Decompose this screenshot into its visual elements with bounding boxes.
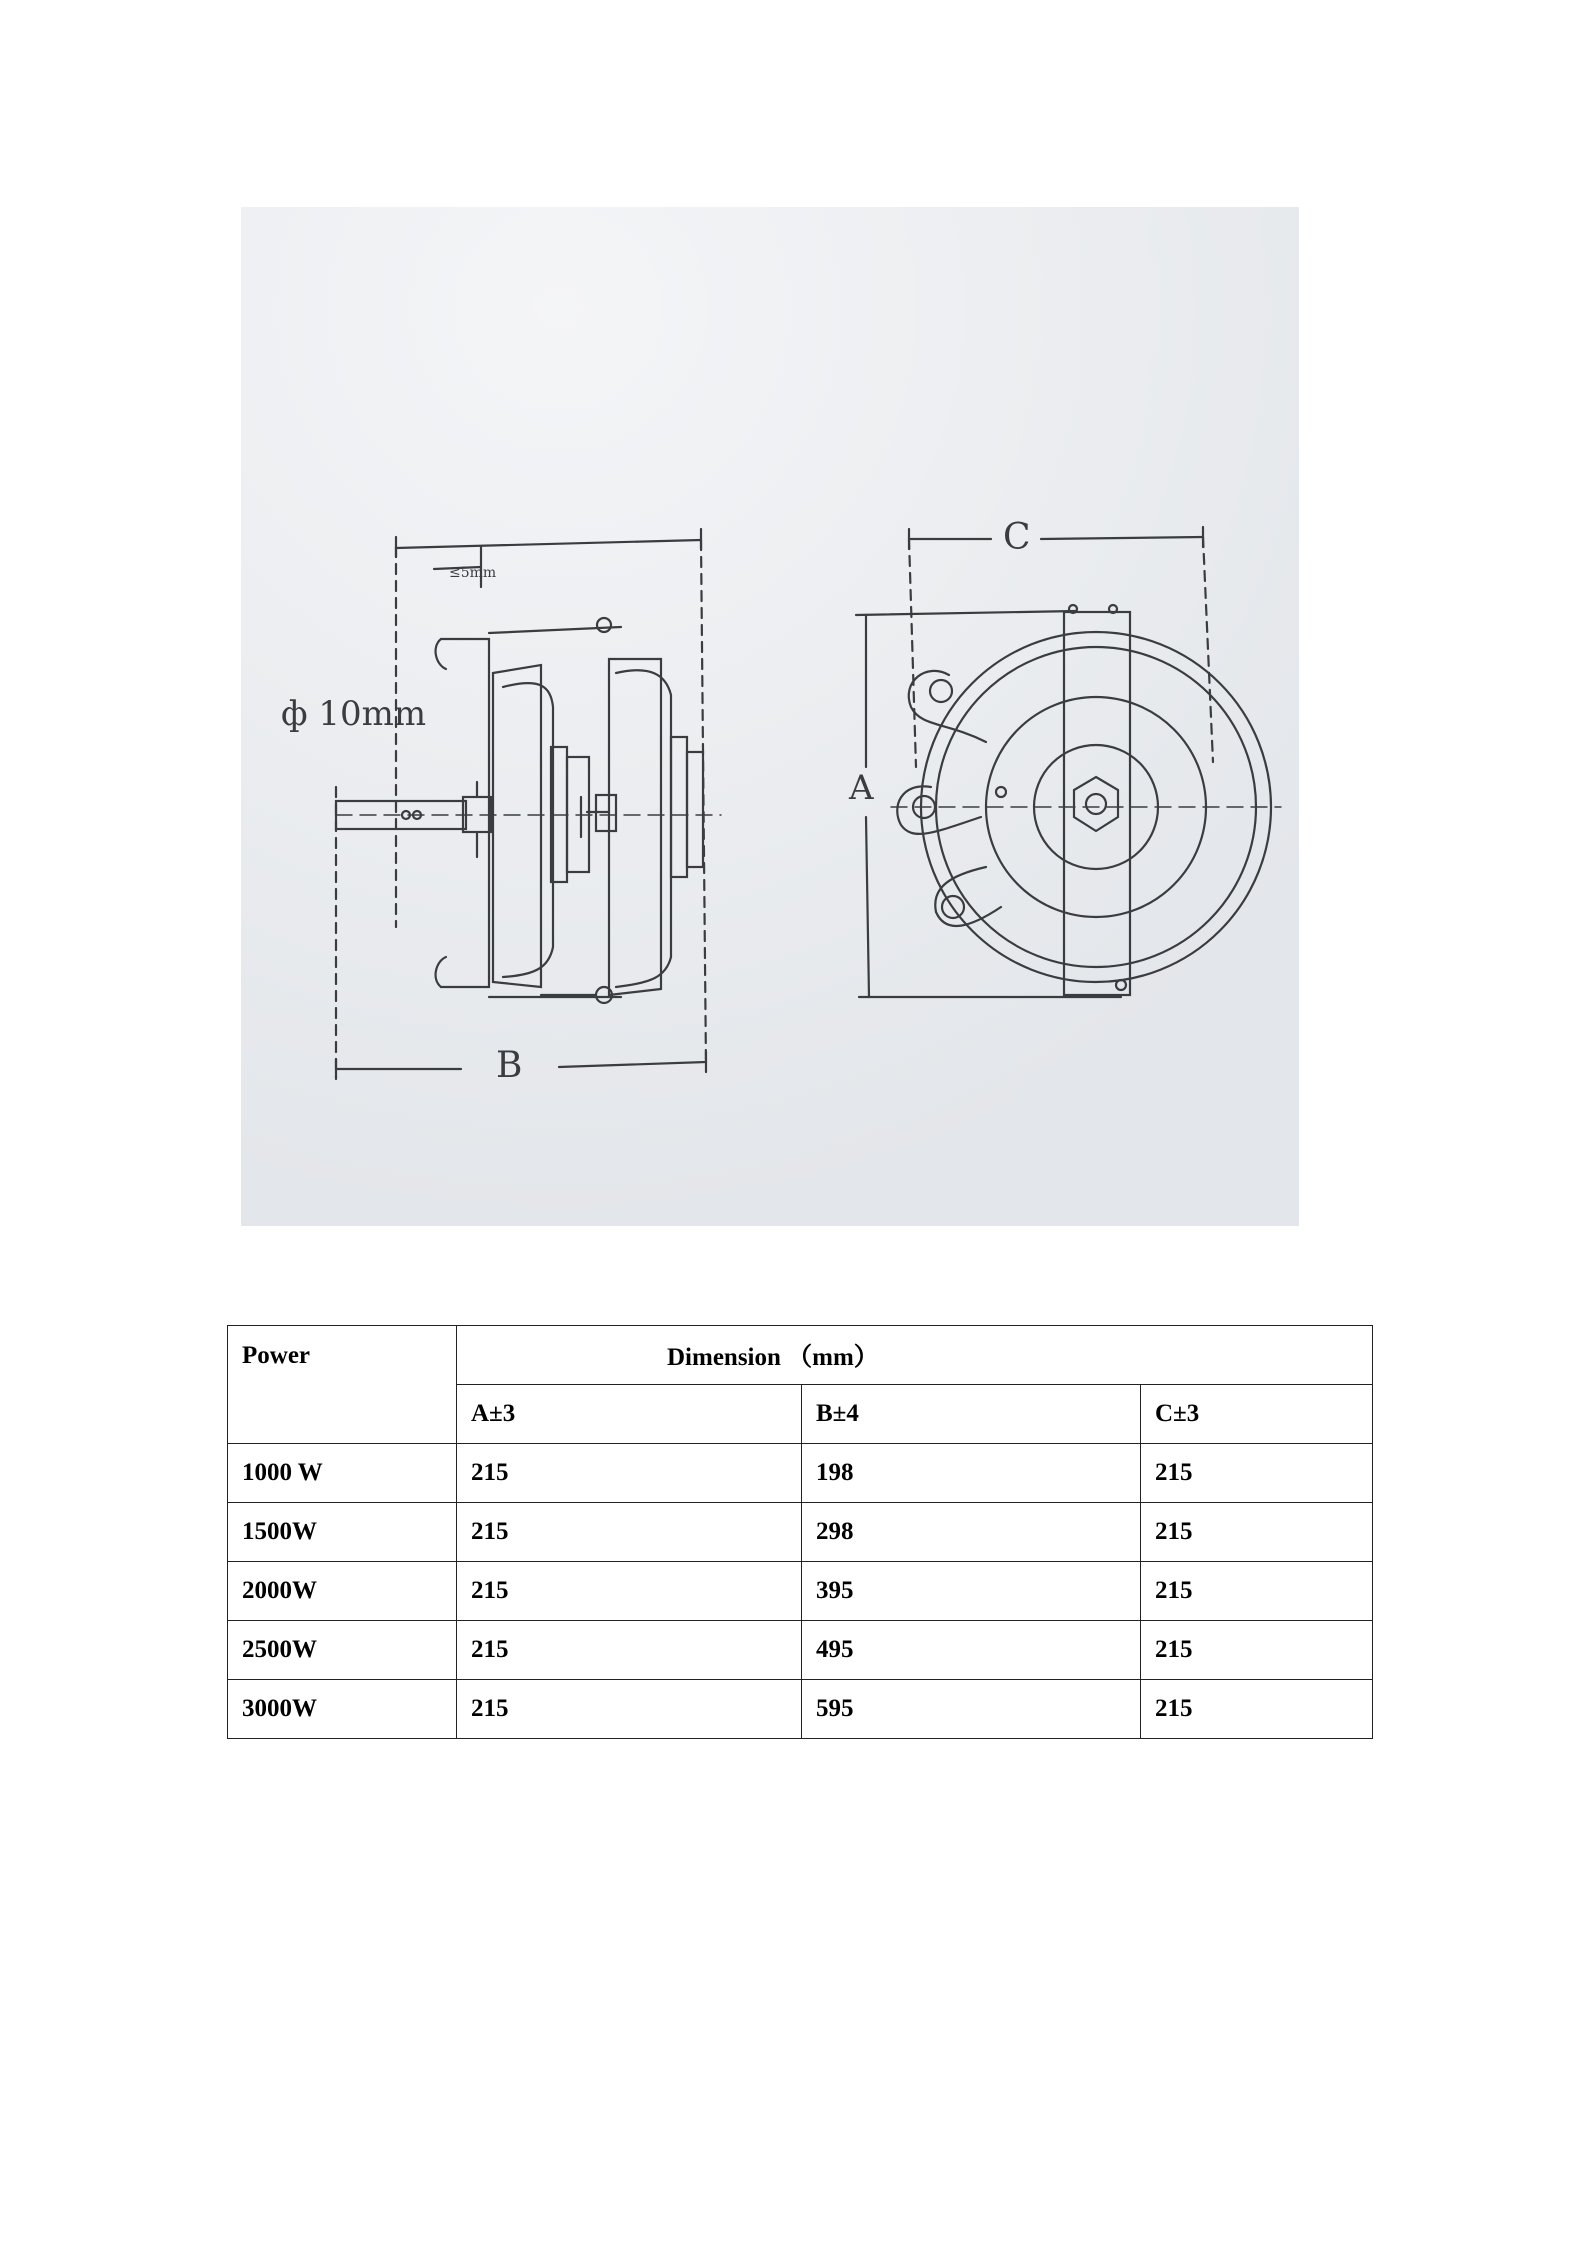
table-row <box>228 1503 1373 1562</box>
dimension-c-label: C <box>1003 517 1031 558</box>
c-cell: 215 <box>1141 1562 1373 1621</box>
dimension-b-label: B <box>496 1045 523 1086</box>
column-header-b: B±4 <box>802 1385 1141 1444</box>
c-cell: 215 <box>1141 1680 1373 1739</box>
c-cell: 215 <box>1141 1503 1373 1562</box>
b-cell: 395 <box>802 1562 1141 1621</box>
motor-technical-drawing <box>241 207 1299 1226</box>
column-header-c: C±3 <box>1141 1385 1373 1444</box>
column-header-a: A±3 <box>457 1385 802 1444</box>
power-cell: 1500W <box>228 1503 457 1562</box>
motor-drawing-photo <box>241 207 1299 1226</box>
c-cell: 215 <box>1141 1621 1373 1680</box>
table-row <box>228 1444 1373 1503</box>
dimension-table <box>227 1325 1373 1739</box>
table-row <box>228 1680 1373 1739</box>
dimension-a-label: A <box>849 768 874 808</box>
table-row <box>228 1621 1373 1680</box>
power-cell: 2500W <box>228 1621 457 1680</box>
b-cell: 595 <box>802 1680 1141 1739</box>
table-header-row <box>228 1326 1373 1385</box>
dimension-header: Dimension （mm） <box>457 1326 1373 1385</box>
c-cell: 215 <box>1141 1444 1373 1503</box>
power-cell: 1000 W <box>228 1444 457 1503</box>
power-header: Power <box>228 1326 457 1444</box>
b-cell: 298 <box>802 1503 1141 1562</box>
gap-dimension-label: ≤5mm <box>449 565 497 581</box>
shaft-diameter-label: ф 10mm <box>281 694 427 734</box>
a-cell: 215 <box>457 1562 802 1621</box>
table-row <box>228 1562 1373 1621</box>
a-cell: 215 <box>457 1680 802 1739</box>
a-cell: 215 <box>457 1444 802 1503</box>
b-cell: 495 <box>802 1621 1141 1680</box>
power-cell: 3000W <box>228 1680 457 1739</box>
a-cell: 215 <box>457 1503 802 1562</box>
b-cell: 198 <box>802 1444 1141 1503</box>
power-cell: 2000W <box>228 1562 457 1621</box>
a-cell: 215 <box>457 1621 802 1680</box>
